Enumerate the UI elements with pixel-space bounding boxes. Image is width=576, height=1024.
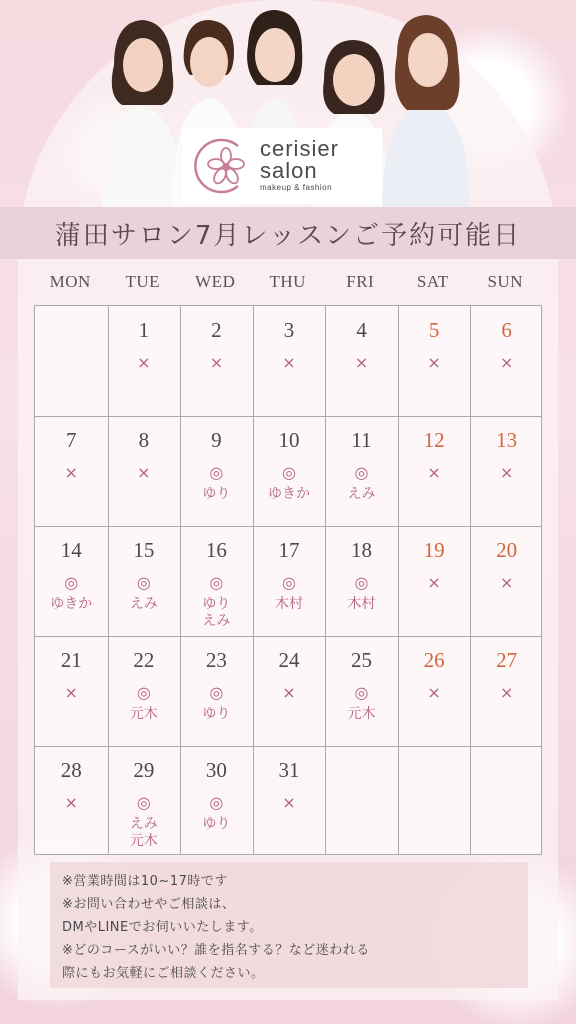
- weekday-sat: SAT: [416, 272, 449, 291]
- instructor-name: ゆきか: [50, 596, 93, 612]
- available-mark: ◎: [209, 463, 224, 482]
- calendar-cell: [470, 526, 543, 636]
- day-number: 4: [356, 318, 367, 342]
- day-number: 19: [423, 538, 445, 562]
- unavailable-mark: ×: [427, 463, 441, 482]
- available-mark: ◎: [136, 573, 151, 592]
- weekday-thu: THU: [269, 272, 306, 291]
- day-number: 30: [205, 758, 227, 782]
- day-number: 14: [60, 538, 82, 562]
- unavailable-mark: ×: [64, 683, 78, 702]
- instructor-name: ゆり: [202, 596, 231, 612]
- brand-tagline: makeup & fashion: [260, 183, 333, 192]
- calendar-cell: [325, 746, 398, 856]
- instructor-name: ゆり: [202, 486, 231, 502]
- note-line: 際にもお気軽にご相談ください。: [62, 966, 265, 981]
- calendar-cell: [470, 746, 543, 856]
- available-mark: ◎: [209, 793, 224, 812]
- day-number: 9: [211, 428, 222, 452]
- day-number: 31: [278, 758, 300, 782]
- weekday-sun: SUN: [487, 272, 523, 291]
- day-number: 27: [496, 648, 518, 672]
- note-line: ※営業時間は10~17時です: [62, 874, 228, 889]
- available-mark: ◎: [281, 573, 296, 592]
- unavailable-mark: ×: [64, 463, 78, 482]
- unavailable-mark: ×: [137, 353, 151, 372]
- day-number: 3: [283, 318, 295, 342]
- calendar-cell: [253, 526, 326, 636]
- calendar-cell: [180, 416, 253, 526]
- calendar-cell: [253, 746, 326, 856]
- note-line: DMやLINEでお伺いいたします。: [62, 920, 263, 935]
- unavailable-mark: ×: [137, 463, 151, 482]
- day-number: 15: [133, 538, 155, 562]
- day-number: 23: [205, 648, 227, 672]
- instructor-name: 木村: [274, 596, 303, 612]
- calendar-cell: [325, 636, 398, 746]
- unavailable-mark: ×: [427, 683, 441, 702]
- brand-name-line2: salon: [260, 158, 318, 183]
- instructor-name: ゆり: [202, 706, 231, 722]
- calendar-cell: [325, 306, 398, 416]
- available-mark: ◎: [64, 573, 79, 592]
- day-number: 16: [205, 538, 227, 562]
- day-number: 18: [351, 538, 373, 562]
- instructor-name: 元木: [129, 706, 158, 722]
- page-title: 蒲田サロン7月レッスンご予約可能日: [54, 220, 522, 251]
- day-number: 6: [501, 318, 512, 342]
- instructor-name: ゆり: [202, 816, 231, 832]
- calendar-cell: [108, 526, 181, 636]
- calendar-cell: [180, 526, 253, 636]
- calendar-cell: [180, 746, 253, 856]
- calendar-cell: [398, 306, 471, 416]
- calendar-cell: [35, 746, 108, 856]
- weekday-wed: WED: [195, 272, 236, 291]
- unavailable-mark: ×: [282, 353, 296, 372]
- day-number: 8: [138, 428, 150, 452]
- brand-name-line1: cerisier: [260, 136, 339, 161]
- available-mark: ◎: [209, 683, 224, 702]
- calendar-cell: [35, 416, 108, 526]
- day-number: 21: [60, 648, 82, 672]
- instructor-name: えみ: [347, 486, 376, 502]
- day-number: 24: [278, 648, 300, 672]
- note-line: ※お問い合わせやご相談は、: [62, 897, 236, 912]
- instructor-name: 木村: [347, 596, 376, 612]
- weekday-fri: FRI: [346, 272, 375, 291]
- title-band: [0, 207, 576, 259]
- calendar-cell: [325, 526, 398, 636]
- unavailable-mark: ×: [499, 573, 514, 592]
- calendar-cell: [398, 746, 471, 856]
- notice-box: [50, 862, 528, 988]
- day-number: 28: [60, 758, 82, 782]
- note-line: ※どのコースがいい？誰を指名する？など迷われる: [62, 943, 370, 958]
- calendar-cell: [470, 306, 543, 416]
- calendar-cell: [470, 416, 543, 526]
- calendar-cell: [108, 306, 181, 416]
- day-number: 22: [133, 648, 155, 672]
- available-mark: ◎: [354, 683, 369, 702]
- available-mark: ◎: [354, 573, 369, 592]
- brand-logo: [182, 128, 382, 204]
- unavailable-mark: ×: [499, 463, 514, 482]
- available-mark: ◎: [209, 573, 224, 592]
- instructor-name: えみ: [129, 596, 158, 612]
- calendar-cell: [35, 526, 108, 636]
- calendar-cell: [35, 306, 108, 416]
- calendar-cell: [180, 306, 253, 416]
- unavailable-mark: ×: [64, 793, 78, 812]
- unavailable-mark: ×: [209, 353, 224, 372]
- calendar-cell: [470, 636, 543, 746]
- calendar-cell: [108, 636, 181, 746]
- calendar-cell: [108, 416, 181, 526]
- day-number: 20: [496, 538, 518, 562]
- instructor-name: えみ: [129, 816, 158, 832]
- cherry-blossom-icon: [192, 136, 252, 196]
- calendar-cell: [398, 636, 471, 746]
- day-number: 7: [66, 428, 77, 452]
- calendar-cell: [325, 416, 398, 526]
- available-mark: ◎: [281, 463, 296, 482]
- available-mark: ◎: [136, 793, 151, 812]
- day-number: 11: [351, 428, 372, 452]
- day-number: 5: [428, 318, 440, 342]
- available-mark: ◎: [136, 683, 151, 702]
- unavailable-mark: ×: [354, 353, 369, 372]
- day-number: 29: [133, 758, 155, 782]
- calendar-cell: [108, 746, 181, 856]
- day-number: 17: [278, 538, 300, 562]
- calendar-cell: [253, 416, 326, 526]
- day-number: 1: [138, 318, 150, 342]
- day-number: 12: [423, 428, 445, 452]
- instructor-name: 元木: [129, 833, 158, 849]
- unavailable-mark: ×: [427, 573, 441, 592]
- unavailable-mark: ×: [499, 683, 514, 702]
- day-number: 25: [351, 648, 373, 672]
- day-number: 10: [278, 428, 300, 452]
- calendar-cell: [398, 416, 471, 526]
- calendar-grid: [34, 305, 542, 855]
- unavailable-mark: ×: [427, 353, 441, 372]
- weekday-tue: TUE: [125, 272, 161, 291]
- unavailable-mark: ×: [499, 353, 514, 372]
- calendar-cell: [35, 636, 108, 746]
- day-number: 26: [423, 648, 445, 672]
- calendar-cell: [180, 636, 253, 746]
- day-number: 2: [211, 318, 222, 342]
- calendar-cell: [398, 526, 471, 636]
- available-mark: ◎: [354, 463, 369, 482]
- instructor-name: 元木: [347, 706, 376, 722]
- unavailable-mark: ×: [282, 683, 296, 702]
- day-number: 13: [496, 428, 518, 452]
- calendar-cell: [253, 306, 326, 416]
- weekday-mon: MON: [49, 272, 91, 291]
- instructor-name: ゆきか: [267, 486, 310, 502]
- unavailable-mark: ×: [282, 793, 296, 812]
- weekday-header: [34, 272, 542, 292]
- instructor-name: えみ: [202, 613, 231, 629]
- calendar-cell: [253, 636, 326, 746]
